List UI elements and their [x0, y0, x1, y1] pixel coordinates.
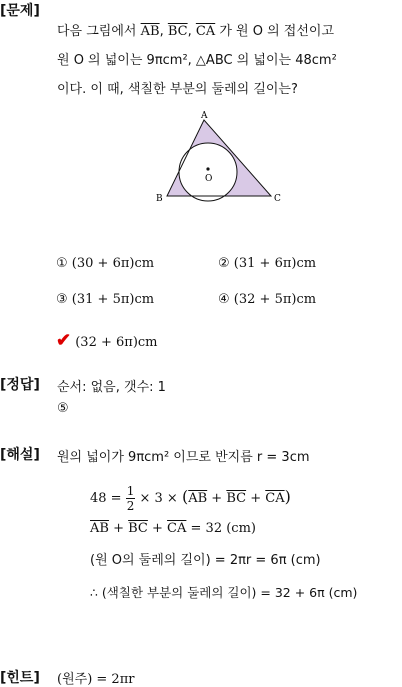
fraction-half: $\frac{1}{2}$	[126, 484, 135, 513]
label-a: A	[201, 111, 208, 121]
label-o: O	[205, 174, 213, 184]
solution-eq-1: 48 = $\frac{1}{2}$ × $3 \times (\overline{AB} + \overline{BC} + \overline{CA})$	[90, 484, 291, 513]
answer-label: [정답]	[0, 377, 40, 393]
label-b: B	[156, 194, 163, 204]
answer-line-2: ⑤	[57, 401, 69, 416]
problem-label: [문제]	[0, 3, 40, 19]
problem-line-2: 원 O 의 넓이는 9πcm², △ABC 의 넓이는 48cm²	[57, 53, 337, 68]
solution-label: [해설]	[0, 447, 40, 463]
solution-eq-2: $\overline{AB} + \overline{BC} + \overline{CA} = 32$ (cm)	[90, 521, 256, 536]
center-point	[206, 167, 209, 170]
problem-line-3: 이다. 이 때, 색칠한 부분의 둘레의 길이는?	[57, 82, 298, 97]
choice-2[interactable]: ② (31 + 6π)cm	[218, 256, 317, 271]
label-c: C	[274, 194, 281, 204]
choice-4[interactable]: ④ (32 + 5π)cm	[218, 292, 317, 307]
hint-text: (원주) = 2πr	[57, 672, 135, 687]
correct-check-icon: ✔	[56, 330, 72, 351]
solution-eq-3: (원 O의 둘레의 길이) = 2πr = 6π (cm)	[90, 553, 321, 568]
choice-1[interactable]: ① (30 + 6π)cm	[56, 256, 155, 271]
answer-line-1: 순서: 없음, 갯수: 1	[57, 380, 166, 395]
solution-line-1: 원의 넓이가 9πcm² 이므로 반지름 r = 3cm	[57, 450, 310, 465]
choice-5[interactable]: ✔ (32 + 6π)cm	[56, 330, 158, 351]
solution-eq-4: ∴ (색칠한 부분의 둘레의 길이) = 32 + 6π (cm)	[90, 585, 358, 600]
triangle-circle-figure	[155, 108, 285, 208]
hint-label: [힌트]	[0, 670, 40, 686]
problem-line-1: 다음 그림에서 $\overline{AB}$, $\overline{BC}$, $\overline{CA}$ 가 원 O 의 접선이고	[57, 24, 335, 39]
choice-3[interactable]: ③ (31 + 5π)cm	[56, 292, 155, 307]
